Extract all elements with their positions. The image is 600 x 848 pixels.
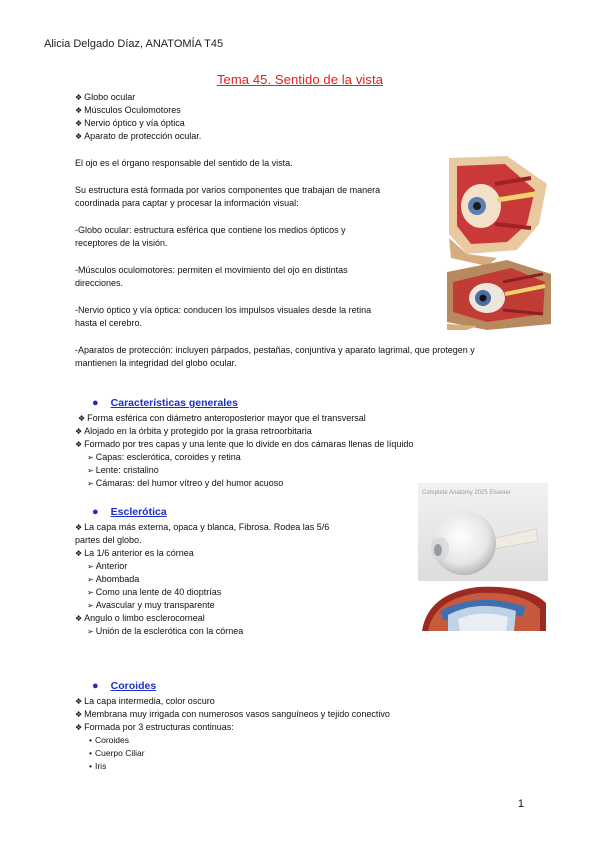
index-item: ❖ Globo ocular: [75, 91, 201, 104]
sub-item: ➢ Avascular y muy transparente: [75, 599, 329, 612]
section-coroides-heading: [92, 680, 156, 692]
intro-paragraph-5: [75, 304, 371, 330]
eyeball-svg: [418, 483, 548, 631]
list-item: ❖ Membrana muy irrigada con numerosos vasos sanguíneos y tejido conectivo: [75, 708, 390, 721]
section-title: Esclerótica: [110, 506, 167, 518]
sub-item: ➢ Abombada: [75, 573, 329, 586]
index-item: ❖ Nervio óptico y vía óptica: [75, 117, 201, 130]
eyeball-illustration: [418, 483, 548, 631]
esclerotica-list: [75, 521, 329, 638]
topic-index: [75, 91, 201, 143]
list-item-continuation: partes del globo.: [75, 535, 142, 545]
page-number: 1: [517, 798, 524, 810]
sub-item: ➢ Capas: esclerótica, coroides y retina: [75, 451, 413, 464]
coroides-list: [75, 695, 390, 773]
intro-paragraph-1: El ojo es el órgano responsable del sentido de la vista.: [75, 158, 293, 168]
text-line: -Aparatos de protección: incluyen párpados, pestañas, conjuntiva y aparato lagrimal, que protegen y: [75, 345, 475, 355]
sub-item: • Cuerpo Ciliar: [75, 747, 390, 760]
index-item: ❖ Músculos Oculomotores: [75, 104, 201, 117]
text-line: -Nervio óptico y vía óptica: conducen los impulsos visuales desde la retina: [75, 305, 372, 315]
text-line: -Globo ocular: estructura esférica que contiene los medios ópticos y: [75, 225, 346, 235]
figure-caption: Complete Anatomy 2025 Elsevier: [422, 490, 511, 496]
sub-item: • Iris: [75, 760, 390, 773]
index-item: ❖ Aparato de protección ocular.: [75, 130, 201, 143]
section-title: Coroides: [110, 680, 157, 692]
intro-paragraph-2: [75, 184, 380, 210]
intro-paragraph-6: [75, 344, 475, 370]
text-line: receptores de la visión.: [75, 238, 168, 248]
list-item: ❖ La capa más externa, opaca y blanca, Fibrosa. Rodea las 5/6: [75, 521, 329, 534]
list-item: ❖ Formada por 3 estructuras continuas:: [75, 721, 390, 734]
sub-item: ➢ Lente: cristalino: [75, 464, 413, 477]
list-item: ❖ La 1/6 anterior es la córnea: [75, 547, 329, 560]
section-esclerotica-heading: [92, 506, 167, 518]
section-caracteristicas-heading: [92, 397, 238, 409]
text-line: Su estructura está formada por varios componentes que trabajan de manera: [75, 185, 381, 195]
text-line: direcciones.: [75, 278, 124, 288]
sub-item: ➢ Cámaras: del humor vítreo y del humor acuoso: [75, 477, 413, 490]
bullet-icon: ●: [92, 397, 99, 409]
bullet-icon: ●: [92, 680, 99, 692]
document-title: Tema 45. Sentido de la vista: [216, 72, 384, 87]
text-line: coordinada para captar y procesar la información visual:: [75, 198, 299, 208]
intro-paragraph-3: [75, 224, 346, 250]
caracteristicas-list: [75, 412, 413, 490]
document-header: Alicia Delgado Díaz, ANATOMÍA T45: [44, 38, 224, 50]
section-title: Características generales: [110, 397, 238, 409]
list-item: ❖ Angulo o limbo esclerocorneal: [75, 612, 329, 625]
list-item: ❖ Forma esférica con diámetro anteroposterior mayor que el transversal: [75, 412, 413, 425]
text-line: mantienen la integridad del globo ocular.: [75, 358, 237, 368]
orbit-anatomy-svg: [447, 154, 551, 330]
intro-paragraph-4: [75, 264, 348, 290]
bullet-icon: ●: [92, 506, 99, 518]
sub-item: • Coroides: [75, 734, 390, 747]
sub-item: ➢ Como una lente de 40 dioptrías: [75, 586, 329, 599]
text-line: hasta el cerebro.: [75, 318, 143, 328]
orbit-anatomy-illustration: [447, 154, 551, 330]
text-line: -Músculos oculomotores: permiten el movimiento del ojo en distintas: [75, 265, 348, 275]
list-item: ❖ Alojado en la órbita y protegido por la grasa retroorbitaria: [75, 425, 413, 438]
sub-item: ➢ Anterior: [75, 560, 329, 573]
sub-item: ➢ Unión de la esclerótica con la córnea: [75, 625, 329, 638]
list-item: ❖ La capa intermedia, color oscuro: [75, 695, 390, 708]
list-item: ❖ Formado por tres capas y una lente que lo divide en dos cámaras llenas de líquido: [75, 438, 413, 451]
